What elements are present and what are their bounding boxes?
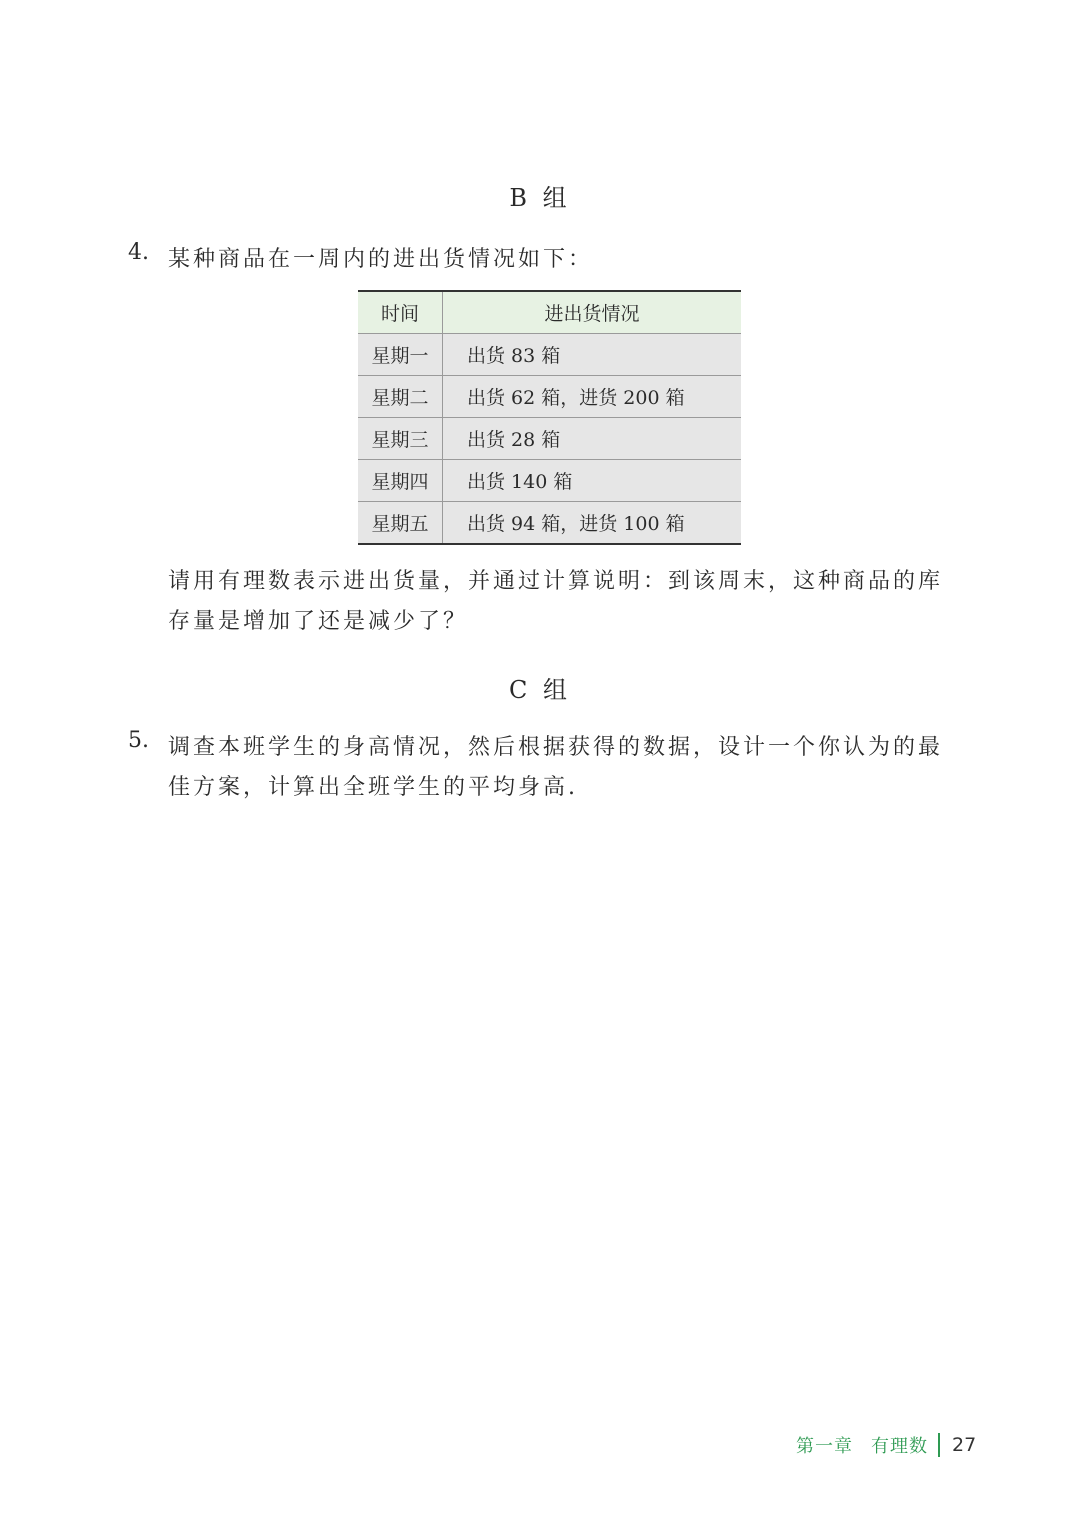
question-4-number: 4. [128,240,149,265]
table-cell-day: 星期三 [358,418,443,460]
table-header-time: 时间 [358,291,443,334]
question-5-number: 5. [128,728,149,753]
page-number: 27 [952,1434,977,1456]
page-footer [796,1432,976,1458]
question-4-follow-up: 请用有理数表示进出货量，并通过计算说明：到该周末，这种商品的库存量是增加了还是减少了？ [168,569,944,634]
footer-chapter-title: 有理数 [871,1436,928,1457]
table-cell-status: 出货 83 箱 [443,334,742,376]
question-4-text: 某种商品在一周内的进出货情况如下： [168,247,594,272]
footer-chapter: 第一章 [796,1436,853,1457]
table-cell-day: 星期四 [358,460,443,502]
section-c-heading: C 组 [509,676,571,704]
table-row [358,460,741,502]
table-cell-day: 星期二 [358,376,443,418]
footer-divider [938,1433,940,1457]
table-header-row [358,291,741,334]
table-row [358,334,741,376]
table-cell-day: 星期一 [358,334,443,376]
table-row [358,502,741,545]
table-cell-status: 出货 140 箱 [443,460,742,502]
table-cell-status: 出货 28 箱 [443,418,742,460]
inventory-table [358,290,741,545]
table-cell-day: 星期五 [358,502,443,545]
question-5-text: 调查本班学生的身高情况，然后根据获得的数据，设计一个你认为的最佳方案，计算出全班学生的平均身高. [168,735,944,800]
table-row [358,376,741,418]
section-b-heading: B 组 [509,184,571,212]
table-row [358,418,741,460]
table-cell-status: 出货 94 箱，进货 100 箱 [443,502,742,545]
table-cell-status: 出货 62 箱，进货 200 箱 [443,376,742,418]
table-header-status: 进出货情况 [443,291,742,334]
